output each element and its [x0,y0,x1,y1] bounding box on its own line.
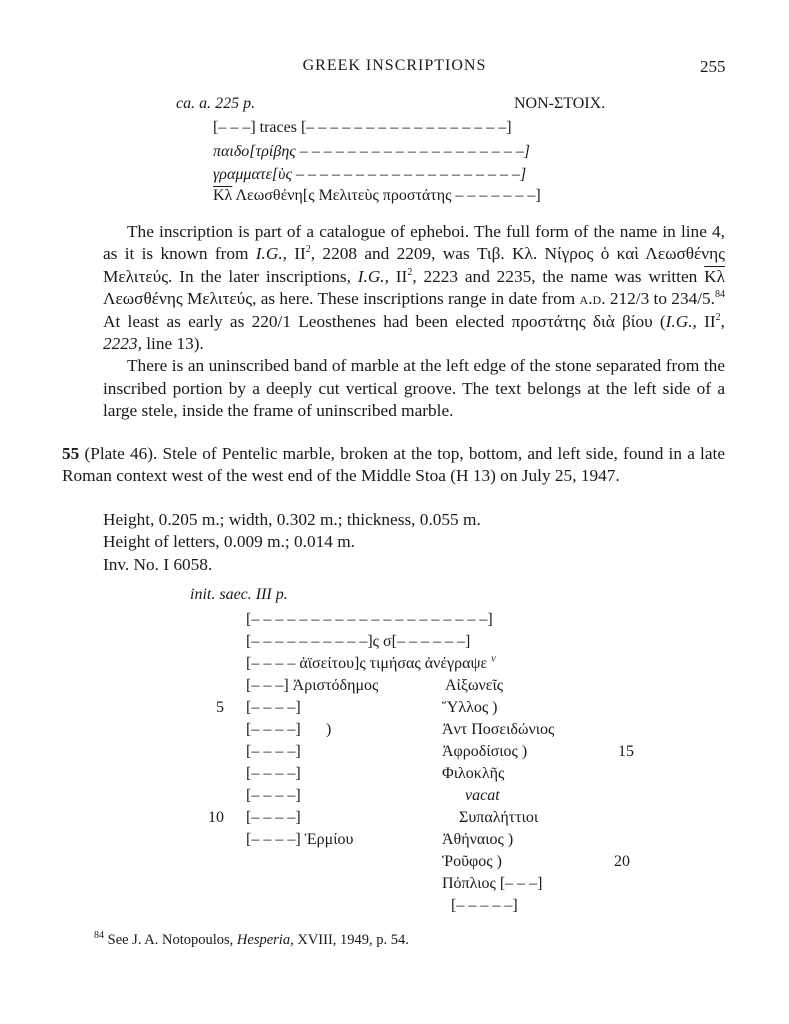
vacat-mark: v [491,653,496,665]
running-head: GREEK INSCRIPTIONS [302,57,487,74]
commentary-paragraph-2: There is an uninscribed band of marble at the left edge of the stone separated from the inscribed portion by a deeply cut vertical groove. The text belongs at the left side of a large stele, inside the frame of uninscribed marble. [103,356,725,421]
line-number: 15 [618,743,634,760]
dimension-line: Inv. No. I 6058. [103,554,213,574]
inscription2-line-10: [– – – –] [246,809,301,826]
inscription2-right-line: Ὕλλος ) [442,699,498,716]
inscription2-line-11: [– – – –] Ἑρμίου [246,831,354,848]
inscription2-line-4: [– – –] Ἀριστόδημος [246,677,379,694]
line-6-mark: ) [326,721,332,738]
dimensions [103,509,481,576]
commentary [103,221,725,423]
inscription-style: NON-ΣΤΟΙΧ. [514,95,606,112]
inscription2-right-line: Πόπλιος [– – –] [442,875,543,892]
inscription2-line-3: [– – – – ἀϊσείτου]ς τιμήσας ἀνέγραψε $^v$ [246,653,496,672]
page-number: 255 [700,57,726,76]
entry-55 [62,443,725,488]
inscription-line-4 [213,187,541,205]
inscription2-right-line: Συπαλήττιοι [459,809,539,826]
inscription2-vacat: vacat [465,787,500,804]
commentary-paragraph-1: The inscription is part of a catalogue of epheboi. The full form of the name in line 4, as it is known from I.G., $II^2$, 2208 and 2209, was Τιβ. Κλ. Νίγρος ὁ καὶ Λεωσθένης Μελιτεύς. In the later inscriptions, I.G., $II^2$, 2223 and 2235, the name was written $\overline{K\lambda}$ Λεωσθένης Μελιτεύς, as here. These inscriptions range in date from a.d. 212/3 to 234/5.84 At least as early as 220/1 Leosthenes had been elected προστάτης διὰ βίου (I.G., $II^2$, 2223, line 13). [103,222,725,354]
line-number: 20 [614,853,630,870]
inscription2-right-line: [– – – – –] [451,897,518,914]
inscription2-right-line: Ἀθήναιος ) [442,831,514,848]
dimension-line: Height of letters, 0.009 m.; 0.014 m. [103,532,355,552]
inscription2-right-line: Φιλοκλῆς [442,765,505,782]
inscription2-right-line: Ἀντ Ποσειδώνιος [442,721,555,738]
footnote-reference: 84 [715,289,725,301]
inscription2-right-line: Αἰξωνεῖς [445,677,504,694]
inscription2-right-line: Ἀφροδίσιος ) [442,743,528,760]
inscription2-line-8: [– – – –] [246,765,301,782]
inscription-date: ca. a. 225 p. [176,95,256,112]
inscription-line-4-text: Λεωσθένη[ς Μελιτεὺς προστάτης – – – – – – –] [235,187,541,204]
inscription2-date: init. saec. III p. [190,586,288,603]
line-number: 5 [216,699,224,716]
inscription2-line-5: [– – – –] [246,699,301,716]
line-number: 10 [208,809,224,826]
inscription-line-2: παιδο[τρίβης – – – – – – – – – – – – – – – – – – –] [213,143,530,160]
entry-number: 55 [62,444,80,463]
inscription2-line-1: [– – – – – – – – – – – – – – – – – – – –] [246,611,493,628]
journal-title: Hesperia, [236,932,294,948]
inscription-line-3: γραμματε[ὺς – – – – – – – – – – – – – – – – – – –] [213,166,527,183]
inscription2-line-6: [– – – –] [246,721,301,738]
footnote-number: 84 [94,930,104,942]
inscription2-line-2: [– – – – – – – – – –]ς σ[– – – – – –] [246,633,471,650]
entry-description: (Plate 46). Stele of Pentelic marble, broken at the top, bottom, and left side, found in a late Roman context west of the west end of the Middle Stoa (H 13) on July 25, 1947. [62,444,725,486]
inscription2-right-line: Ῥοῦφος ) [442,853,502,870]
dimension-line: Height, 0.205 m.; width, 0.302 m.; thickness, 0.055 m. [103,510,481,529]
inscription2-line-9: [– – – –] [246,787,301,804]
footnote: $^{84}$ See J. A. Notopoulos, Hesperia, XVIII, 1949, p. 54. [94,930,409,948]
inscription-line-1: [– – –] traces [– – – – – – – – – – – – – – – – –] [213,119,512,136]
overlined-abbreviation: $\overline{K\lambda}$ [213,187,233,204]
inscription2-line-7: [– – – –] [246,743,301,760]
